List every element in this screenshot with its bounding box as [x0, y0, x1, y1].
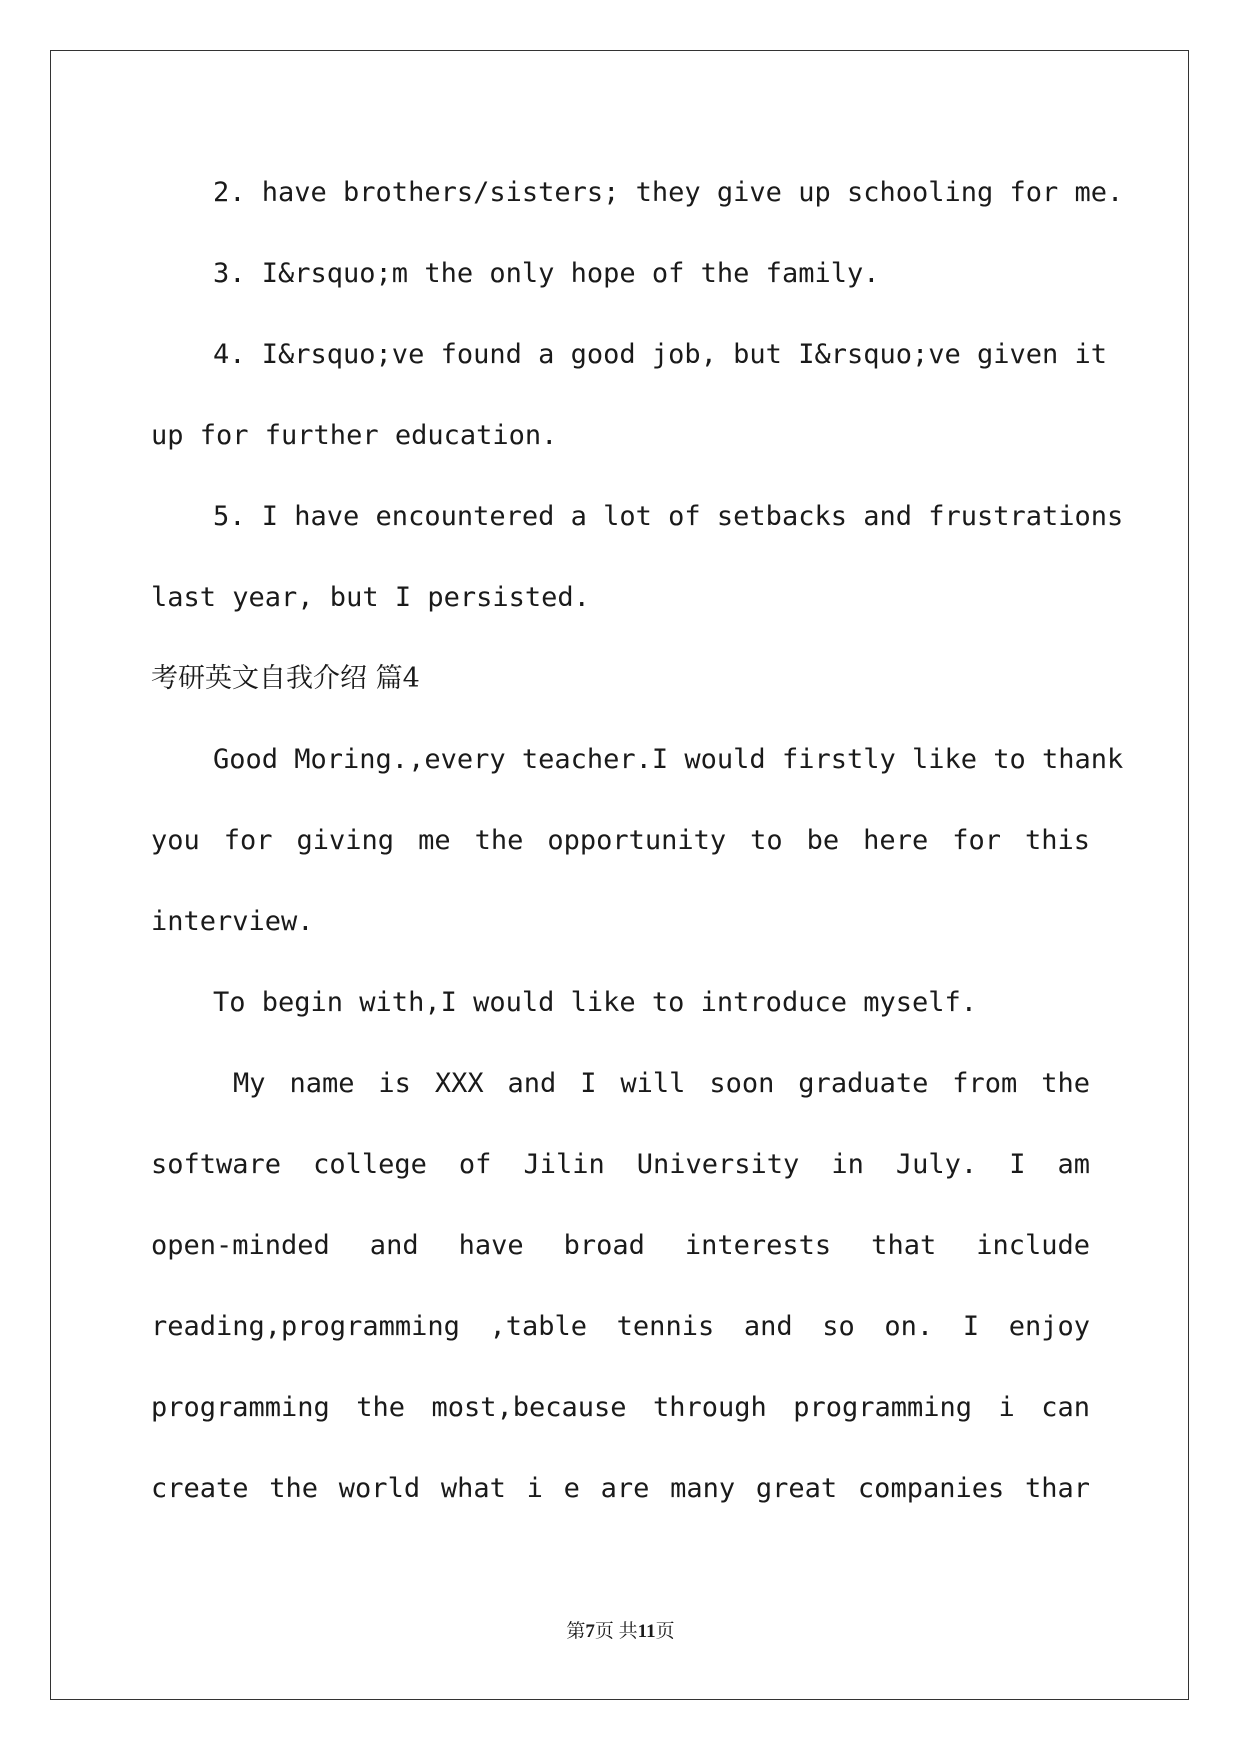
- list-item-2: 2. have brothers/sisters; they give up schooling for me.: [213, 177, 1124, 208]
- paragraph-1-line3: interview.: [151, 906, 314, 937]
- footer-total-pages: 11: [637, 1621, 656, 1642]
- list-item-3: 3. I&rsquo;m the only hope of the family.: [213, 258, 880, 289]
- footer-page-number: 7: [585, 1621, 595, 1642]
- footer-middle: 页 共: [594, 1621, 638, 1642]
- list-item-4-line2: up for further education.: [151, 420, 558, 451]
- page-footer: [0, 1620, 1241, 1644]
- paragraph-3-line3: open-minded and have broad interests that include: [151, 1230, 1090, 1261]
- list-item-4-line1: 4. I&rsquo;ve found a good job, but I&rsquo;ve given it: [213, 339, 1108, 370]
- paragraph-3-line5: programming the most,because through programming i can: [151, 1392, 1090, 1423]
- paragraph-3-line1: My name is XXX and I will soon graduate from the: [233, 1068, 1090, 1099]
- footer-prefix: 第: [566, 1621, 586, 1642]
- footer-suffix: 页: [655, 1621, 675, 1642]
- list-item-5-line1: 5. I have encountered a lot of setbacks and frustrations: [213, 501, 1124, 532]
- list-item-5-line2: last year, but I persisted.: [151, 582, 590, 613]
- section-heading: 考研英文自我介绍 篇4: [151, 663, 420, 694]
- paragraph-1-line2: you for giving me the opportunity to be here for this: [151, 825, 1090, 856]
- paragraph-1-line1: Good Moring.,every teacher.I would firstly like to thank: [213, 744, 1124, 775]
- paragraph-3-line6: create the world what i e are many great companies thar: [151, 1473, 1090, 1504]
- page-border: [50, 50, 1189, 1700]
- paragraph-2: To begin with,I would like to introduce myself.: [213, 987, 978, 1018]
- paragraph-3-line2: software college of Jilin University in July. I am: [151, 1149, 1090, 1180]
- paragraph-3-line4: reading,programming ,table tennis and so on. I enjoy: [151, 1311, 1090, 1342]
